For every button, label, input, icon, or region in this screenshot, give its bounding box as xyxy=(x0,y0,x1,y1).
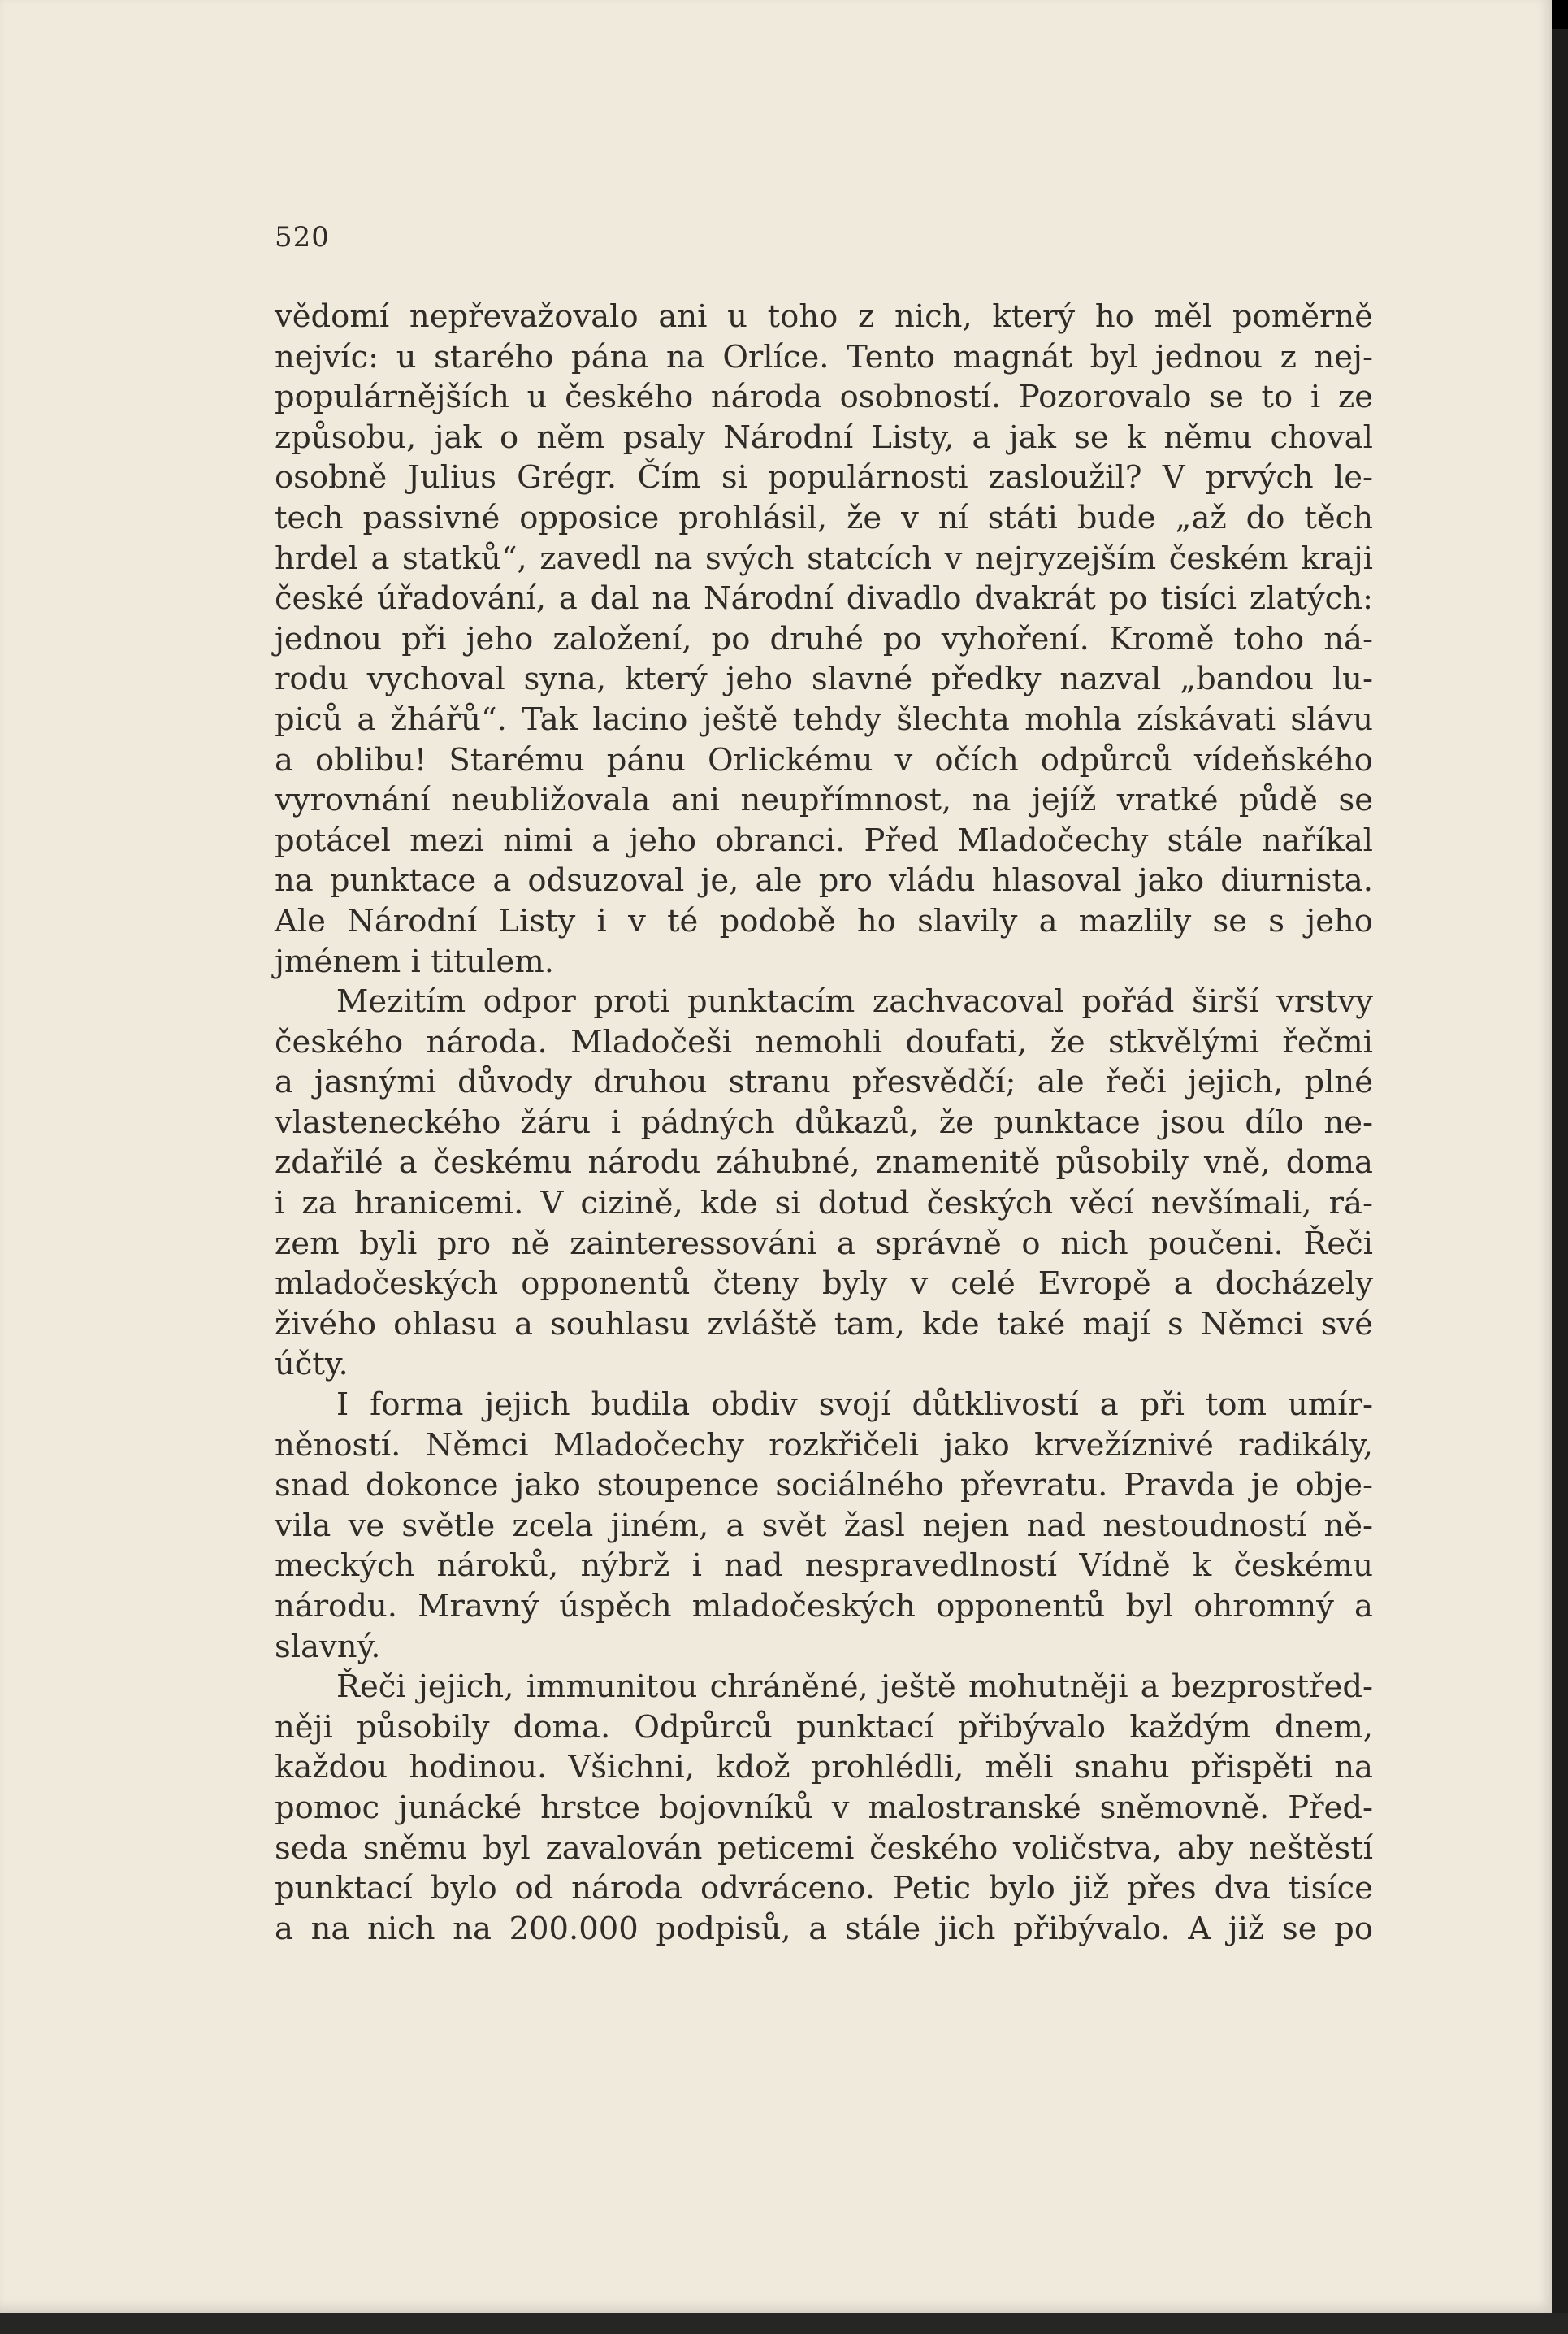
text-line: i za hranicemi. V cizině, kde si dotud českých věcí nevšímali, rá- xyxy=(275,1185,1373,1222)
text-line: osobně Julius Grégr. Čím si populárnosti zasloužil? V prvých le- xyxy=(275,459,1373,497)
text-line: rodu vychoval syna, který jeho slavné předky nazval „bandou lu- xyxy=(275,661,1373,698)
text-line: snad dokonce jako stoupence sociálného převratu. Pravda je obje- xyxy=(275,1467,1373,1504)
text-line: vlasteneckého žáru i pádných důkazů, že punktace jsou dílo ne- xyxy=(275,1104,1373,1141)
text-line: Řeči jejich, immunitou chráněné, ještě mohutněji a bezprostřed- xyxy=(336,1668,1373,1706)
paragraph xyxy=(275,1667,1373,1949)
scan-edge-marker xyxy=(1552,0,1568,29)
text-line: hrdel a statků“, zavedl na svých statcích v nejryzejším českém kraji xyxy=(275,540,1373,577)
text-line: potácel mezi nimi a jeho obranci. Před Mladočechy stále naříkal xyxy=(275,822,1373,859)
text-line: a oblibu! Starému pánu Orlickému v očích odpůrců vídeňského xyxy=(275,741,1373,779)
text-line: národu. Mravný úspěch mladočeských opponentů byl ohromný a xyxy=(275,1588,1373,1625)
text-line: vyrovnání neubližovala ani neupřímnost, na jejíž vratké půdě se xyxy=(275,782,1373,819)
text-line: Ale Národní Listy i v té podobě ho slavily a mazlily se s jeho xyxy=(275,902,1373,939)
scan-edge-bottom xyxy=(0,2313,1568,2334)
text-line: vědomí nepřevažovalo ani u toho z nich, který ho měl poměrně xyxy=(275,298,1373,335)
text-line: slavný. xyxy=(275,1628,381,1665)
paragraph xyxy=(275,982,1373,1385)
text-line: a na nich na 200.000 podpisů, a stále jich přibývalo. A již se po xyxy=(275,1910,1373,1947)
text-line: Mezitím odpor proti punktacím zachvacoval pořád širší vrstvy xyxy=(336,983,1373,1021)
text-line: tech passivné opposice prohlásil, že v ní státi bude „až do těch xyxy=(275,499,1373,536)
text-line: účty. xyxy=(275,1346,349,1383)
text-line: nejvíc: u starého pána na Orlíce. Tento magnát byl jednou z nej- xyxy=(275,338,1373,375)
text-line: jménem i titulem. xyxy=(275,943,554,980)
paragraph xyxy=(275,1385,1373,1667)
text-line: něností. Němci Mladočechy rozkřičeli jako krvežíznivé radikály, xyxy=(275,1426,1373,1464)
text-line: mladočeských opponentů čteny byly v celé Evropě a docházely xyxy=(275,1265,1373,1303)
paragraph xyxy=(275,297,1373,982)
text-line: způsobu, jak o něm psaly Národní Listy, a jak se k němu choval xyxy=(275,419,1373,456)
text-line: zdařilé a českému národu záhubné, znamenitě působily vně, doma xyxy=(275,1144,1373,1182)
text-line: něji působily doma. Odpůrců punktací přibývalo každým dnem, xyxy=(275,1708,1373,1746)
scan-edge-right xyxy=(1552,0,1568,2334)
text-line: vila ve světle zcela jiném, a svět žasl nejen nad nestoudností ně- xyxy=(275,1507,1373,1544)
body-text xyxy=(275,297,1373,1949)
text-line: punktací bylo od národa odvráceno. Petic bylo již přes dva tisíce xyxy=(275,1870,1373,1907)
text-line: populárnějších u českého národa osobností. Pozorovalo se to i ze xyxy=(275,379,1373,416)
text-line: meckých nároků, nýbrž i nad nespravedlností Vídně k českému xyxy=(275,1547,1373,1585)
text-line: piců a žhářů“. Tak lacino ještě tehdy šlechta mohla získávati slávu xyxy=(275,701,1373,738)
text-line: každou hodinou. Všichni, kdož prohlédli, měli snahu přispěti na xyxy=(275,1749,1373,1786)
text-line: zem byli pro ně zainteressováni a správně o nich poučeni. Řeči xyxy=(275,1225,1373,1262)
text-line: jednou při jeho založení, po druhé po vyhoření. Kromě toho ná- xyxy=(275,620,1373,657)
text-line: na punktace a odsuzoval je, ale pro vládu hlasoval jako diurnista. xyxy=(275,862,1373,900)
text-line: seda sněmu byl zavalován peticemi českého voličstva, aby neštěstí xyxy=(275,1829,1373,1867)
text-line: českého národa. Mladočeši nemohli doufati, že stkvělými řečmi xyxy=(275,1023,1373,1061)
text-line: pomoc junácké hrstce bojovníků v malostranské sněmovně. Před- xyxy=(275,1789,1373,1826)
page-number: 520 xyxy=(275,221,330,254)
text-line: I forma jejich budila obdiv svojí důtklivostí a při tom umír- xyxy=(336,1386,1373,1424)
text-line: a jasnými důvody druhou stranu přesvědčí; ale řeči jejich, plné xyxy=(275,1064,1373,1101)
text-line: české úřadování, a dal na Národní divadlo dvakrát po tisíci zlatých: xyxy=(275,580,1373,618)
text-line: živého ohlasu a souhlasu zvláště tam, kde také mají s Němci své xyxy=(275,1305,1373,1343)
